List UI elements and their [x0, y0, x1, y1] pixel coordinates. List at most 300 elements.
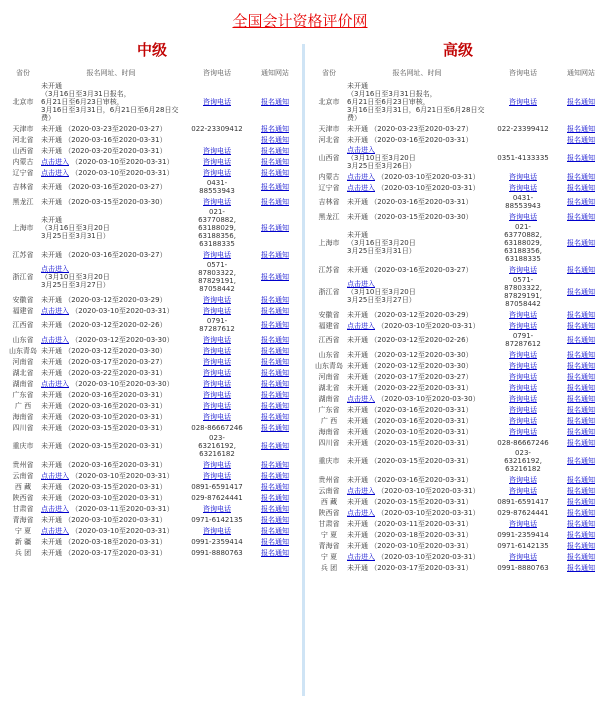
table-row: [312, 81, 600, 123]
table-row: [6, 134, 298, 145]
notice-link[interactable]: 报名通知: [567, 154, 595, 162]
notice-link[interactable]: 报名通知: [261, 412, 289, 421]
table-row: [312, 360, 600, 371]
registration-info-cell: [40, 167, 182, 178]
phone-cell: [488, 134, 558, 145]
notice-link[interactable]: 报名通知: [567, 530, 595, 539]
phone-link[interactable]: 咨询电话: [203, 504, 231, 513]
notice-link[interactable]: 报名通知: [261, 460, 289, 469]
phone-link[interactable]: 咨询电话: [509, 212, 537, 221]
notice-link[interactable]: 报名通知: [567, 124, 595, 133]
phone-number: 0991-8880763: [191, 548, 243, 557]
enter-link[interactable]: 点击进入: [347, 552, 375, 561]
phone-cell: [488, 320, 558, 331]
notice-cell: [252, 525, 298, 536]
province-cell: 浙江省: [12, 273, 34, 281]
table-row: [6, 536, 298, 547]
enter-link[interactable]: 点击进入: [347, 172, 375, 181]
registration-info-cell: [346, 371, 488, 382]
header-province: 省份: [16, 69, 30, 77]
notice-cell: [252, 378, 298, 389]
notice-cell: [558, 382, 600, 393]
header-url-time: 报名网址、时间: [86, 69, 136, 77]
notice-cell: [558, 211, 600, 222]
registration-info-cell: [346, 123, 488, 134]
phone-link[interactable]: 咨询电话: [203, 346, 231, 355]
enter-link[interactable]: 点击进入: [347, 183, 375, 192]
enter-link[interactable]: 点击进入: [347, 508, 375, 517]
registration-period: 未开通 （2020-03-12至2020-02-26）: [347, 336, 473, 344]
notice-link[interactable]: 报名通知: [261, 537, 289, 546]
phone-cell: [488, 382, 558, 393]
phone-cell: [488, 426, 558, 437]
notice-cell: [558, 349, 600, 360]
registration-info-cell: [40, 207, 182, 249]
phone-cell: [182, 400, 252, 411]
enter-link[interactable]: 点击进入: [41, 471, 69, 480]
table-row: [6, 400, 298, 411]
province-cell: 辽宁省: [318, 183, 340, 192]
phone-number: 021- 63770882, 63188029, 63188356, 63188335: [198, 208, 236, 248]
province-cell: 上海市: [318, 239, 340, 247]
phone-link[interactable]: 咨询电话: [509, 394, 537, 403]
phone-number: 028-86667246: [191, 423, 243, 432]
phone-cell: [182, 459, 252, 470]
phone-link[interactable]: 咨询电话: [509, 383, 537, 392]
table-row: [6, 334, 298, 345]
notice-cell: [252, 145, 298, 156]
phone-number: 0891-6591417: [191, 482, 243, 491]
registration-info-cell: [40, 400, 182, 411]
registration-period: 未开通 （2020-03-16至2020-03-31）: [347, 416, 473, 425]
notice-cell: [252, 123, 298, 134]
notice-link[interactable]: 报名通知: [261, 295, 289, 304]
registration-info-cell: [346, 331, 488, 349]
phone-link[interactable]: 咨询电话: [203, 98, 231, 106]
phone-link[interactable]: 咨询电话: [509, 350, 537, 359]
table-row: [312, 540, 600, 551]
phone-link[interactable]: 咨询电话: [203, 168, 231, 177]
province-cell: 云南省: [318, 486, 340, 495]
phone-link[interactable]: 咨询电话: [203, 295, 231, 304]
registration-period: 未开通 （2020-03-16至2020-03-31）: [347, 198, 473, 206]
phone-link[interactable]: 咨询电话: [203, 250, 231, 259]
phone-link[interactable]: 咨询电话: [509, 98, 537, 106]
notice-link[interactable]: 报名通知: [567, 98, 595, 106]
phone-cell: [182, 178, 252, 196]
notice-link[interactable]: 报名通知: [567, 497, 595, 506]
enter-link[interactable]: 点击进入: [41, 379, 69, 388]
phone-cell: [488, 171, 558, 182]
phone-cell: [488, 349, 558, 360]
notice-link[interactable]: 报名通知: [567, 310, 595, 319]
notice-cell: [558, 134, 600, 145]
notice-link[interactable]: 报名通知: [261, 357, 289, 366]
notice-link[interactable]: 报名通知: [567, 350, 595, 359]
notice-cell: [558, 518, 600, 529]
province-cell: 广 西: [14, 401, 32, 410]
province-cell: 天津市: [12, 124, 34, 133]
province-cell: 吉林省: [318, 198, 340, 206]
notice-link[interactable]: 报名通知: [567, 336, 595, 344]
notice-link[interactable]: 报名通知: [261, 273, 289, 281]
registration-info-cell: [40, 356, 182, 367]
notice-link[interactable]: 报名通知: [567, 239, 595, 247]
registration-period: 未开通 （2020-03-18至2020-03-31）: [41, 537, 167, 546]
table-row: [6, 356, 298, 367]
table-row: [6, 316, 298, 334]
province-cell: 山西省: [12, 146, 34, 155]
notice-link[interactable]: 报名通知: [261, 346, 289, 355]
phone-link[interactable]: 咨询电话: [509, 486, 537, 495]
notice-link[interactable]: 报名通知: [261, 157, 289, 166]
notice-link[interactable]: 报名通知: [567, 135, 595, 144]
table-row: [312, 145, 600, 171]
phone-link[interactable]: 咨询电话: [509, 310, 537, 319]
notice-link[interactable]: 报名通知: [261, 250, 289, 259]
notice-cell: [252, 178, 298, 196]
registration-period: （2020-03-12至2020-03-30）: [69, 335, 174, 344]
phone-link[interactable]: 咨询电话: [203, 197, 231, 206]
site-title-link[interactable]: 全国会计资格评价网: [232, 12, 368, 30]
table-row: [312, 331, 600, 349]
table-row: [312, 437, 600, 448]
notice-cell: [558, 275, 600, 309]
phone-link[interactable]: 咨询电话: [203, 146, 231, 155]
phone-link[interactable]: 咨询电话: [509, 321, 537, 330]
notice-cell: [252, 156, 298, 167]
notice-cell: [558, 123, 600, 134]
phone-link[interactable]: 咨询电话: [509, 519, 537, 528]
table-row: [6, 411, 298, 422]
phone-cell: [488, 529, 558, 540]
registration-period: 未开通 （3月16日至3月20日 3月25日至3月31日）: [41, 216, 110, 240]
province-cell: 湖北省: [318, 383, 340, 392]
gaoji-header-row: [312, 65, 600, 81]
registration-period: 未开通 （2020-03-12至2020-02-26）: [41, 321, 167, 329]
phone-cell: [488, 123, 558, 134]
registration-info-cell: [40, 305, 182, 316]
table-row: [312, 182, 600, 193]
province-cell: 辽宁省: [12, 168, 34, 177]
phone-link[interactable]: 咨询电话: [203, 357, 231, 366]
notice-link[interactable]: 报名通知: [567, 519, 595, 528]
registration-period: 未开通 （2020-03-18至2020-03-31）: [347, 530, 473, 539]
phone-cell: [182, 378, 252, 389]
notice-link[interactable]: 报名通知: [567, 475, 595, 484]
phone-number: 029-87624441: [497, 508, 549, 517]
province-cell: 上海市: [12, 224, 34, 232]
phone-link[interactable]: 咨询电话: [203, 460, 231, 469]
notice-cell: [558, 222, 600, 264]
phone-cell: [488, 393, 558, 404]
notice-link[interactable]: 报名通知: [261, 335, 289, 344]
province-cell: 山东青岛: [315, 361, 343, 370]
enter-link[interactable]: 点击进入: [41, 265, 69, 273]
notice-cell: [252, 207, 298, 249]
phone-link[interactable]: 咨询电话: [203, 379, 231, 388]
registration-info-cell: [346, 211, 488, 222]
phone-number: 022-23399412: [497, 124, 549, 133]
phone-link[interactable]: 咨询电话: [203, 471, 231, 480]
notice-cell: [558, 264, 600, 275]
province-cell: 天津市: [318, 124, 340, 133]
phone-link[interactable]: 咨询电话: [203, 335, 231, 344]
registration-period: （3月10日至3月20日 3月25日至3月26日）: [347, 154, 416, 170]
enter-link[interactable]: 点击进入: [347, 394, 375, 403]
registration-info-cell: [346, 275, 488, 309]
table-row: [312, 518, 600, 529]
province-cell: 四川省: [318, 438, 340, 447]
registration-period: 未开通 （2020-03-16至2020-03-31）: [41, 401, 167, 410]
phone-link[interactable]: 咨询电话: [509, 372, 537, 381]
notice-link[interactable]: 报名通知: [567, 508, 595, 517]
registration-info-cell: [346, 171, 488, 182]
enter-link[interactable]: 点击进入: [41, 526, 69, 535]
registration-period: 未开通 （2020-03-12至2020-03-30）: [347, 350, 473, 359]
notice-link[interactable]: 报名通知: [567, 457, 595, 465]
registration-info-cell: [346, 349, 488, 360]
notice-link[interactable]: 报名通知: [261, 368, 289, 377]
notice-link[interactable]: 报名通知: [261, 442, 289, 450]
enter-link[interactable]: 点击进入: [41, 335, 69, 344]
province-cell: 青海省: [318, 541, 340, 550]
phone-link[interactable]: 咨询电话: [509, 265, 537, 274]
registration-info-cell: [346, 360, 488, 371]
notice-link[interactable]: 报名通知: [261, 548, 289, 557]
registration-period: （3月10日至3月20日 3月25日至3月27日）: [41, 273, 110, 289]
notice-link[interactable]: 报名通知: [567, 438, 595, 447]
enter-link[interactable]: 点击进入: [347, 321, 375, 330]
notice-cell: [558, 540, 600, 551]
notice-link[interactable]: 报名通知: [261, 135, 289, 144]
notice-cell: [558, 474, 600, 485]
phone-link[interactable]: 咨询电话: [509, 405, 537, 414]
notice-link[interactable]: 报名通知: [261, 493, 289, 502]
phone-cell: [182, 503, 252, 514]
phone-cell: [182, 167, 252, 178]
province-cell: 湖南省: [318, 394, 340, 403]
registration-info-cell: [40, 536, 182, 547]
enter-link[interactable]: 点击进入: [347, 280, 375, 288]
phone-link[interactable]: 咨询电话: [509, 183, 537, 192]
province-cell: 黑龙江: [318, 212, 340, 221]
header-phone: 咨询电话: [509, 69, 537, 77]
notice-cell: [558, 145, 600, 171]
registration-period: 未开通 （2020-03-15至2020-03-31）: [41, 482, 167, 491]
province-cell: 内蒙古: [12, 157, 34, 166]
zhongji-rows: [6, 81, 298, 558]
notice-link[interactable]: 报名通知: [567, 288, 595, 296]
enter-link[interactable]: 点击进入: [347, 146, 375, 154]
notice-link[interactable]: 报名通知: [261, 504, 289, 513]
registration-info-cell: [346, 562, 488, 573]
province-cell: 宁 夏: [320, 530, 338, 539]
phone-link[interactable]: 咨询电话: [203, 306, 231, 315]
registration-info-cell: [40, 196, 182, 207]
phone-link[interactable]: 咨询电话: [203, 157, 231, 166]
phone-link[interactable]: 咨询电话: [509, 172, 537, 181]
notice-link[interactable]: 报名通知: [261, 146, 289, 155]
notice-link[interactable]: 报名通知: [261, 515, 289, 524]
enter-link[interactable]: 点击进入: [41, 157, 69, 166]
notice-link[interactable]: 报名通知: [261, 224, 289, 232]
phone-link[interactable]: 咨询电话: [509, 427, 537, 436]
notice-link[interactable]: 报名通知: [567, 372, 595, 381]
enter-link[interactable]: 点击进入: [41, 168, 69, 177]
registration-period: （2020-03-10至2020-03-31）: [375, 183, 480, 192]
phone-link[interactable]: 咨询电话: [509, 361, 537, 370]
registration-period: 未开通 （2020-03-10至2020-03-31）: [41, 412, 167, 421]
notice-cell: [558, 182, 600, 193]
registration-info-cell: [40, 81, 182, 123]
registration-info-cell: [346, 382, 488, 393]
phone-number: 022-23309412: [191, 124, 243, 133]
enter-link[interactable]: 点击进入: [41, 306, 69, 315]
notice-link[interactable]: 报名通知: [261, 98, 289, 106]
province-cell: 内蒙古: [318, 172, 340, 181]
phone-cell: [488, 437, 558, 448]
notice-cell: [558, 485, 600, 496]
registration-info-cell: [40, 367, 182, 378]
notice-link[interactable]: 报名通知: [567, 416, 595, 425]
notice-link[interactable]: 报名通知: [567, 172, 595, 181]
notice-link[interactable]: 报名通知: [567, 405, 595, 414]
notice-cell: [252, 411, 298, 422]
registration-period: 未开通 （2020-03-15至2020-03-31）: [41, 442, 167, 450]
notice-link[interactable]: 报名通知: [261, 124, 289, 133]
registration-info-cell: [40, 145, 182, 156]
notice-cell: [558, 393, 600, 404]
notice-link[interactable]: 报名通知: [567, 541, 595, 550]
notice-link[interactable]: 报名通知: [567, 427, 595, 436]
phone-cell: [488, 222, 558, 264]
table-row: [6, 470, 298, 481]
registration-info-cell: [346, 415, 488, 426]
notice-link[interactable]: 报名通知: [261, 526, 289, 535]
notice-link[interactable]: 报名通知: [567, 552, 595, 561]
notice-link[interactable]: 报名通知: [261, 401, 289, 410]
notice-link[interactable]: 报名通知: [261, 197, 289, 206]
table-row: [312, 529, 600, 540]
registration-period: （2020-03-10至2020-03-31）: [375, 321, 480, 330]
registration-period: （2020-03-10至2020-03-31）: [69, 526, 174, 535]
phone-link[interactable]: 咨询电话: [203, 368, 231, 377]
header-province: 省份: [322, 69, 336, 77]
notice-link[interactable]: 报名通知: [567, 394, 595, 403]
notice-cell: [252, 422, 298, 433]
notice-link[interactable]: 报名通知: [261, 183, 289, 191]
province-cell: 四川省: [12, 423, 34, 432]
notice-link[interactable]: 报名通知: [261, 379, 289, 388]
table-row: [6, 525, 298, 536]
phone-link[interactable]: 咨询电话: [203, 526, 231, 535]
table-row: [312, 222, 600, 264]
phone-cell: [488, 275, 558, 309]
phone-cell: [488, 182, 558, 193]
table-row: [312, 562, 600, 573]
phone-link[interactable]: 咨询电话: [509, 475, 537, 484]
notice-cell: [558, 437, 600, 448]
phone-number: 0791- 87287612: [505, 332, 541, 348]
notice-link[interactable]: 报名通知: [261, 390, 289, 399]
province-cell: 贵州省: [318, 475, 340, 484]
registration-period: （2020-03-11至2020-03-31）: [69, 504, 174, 513]
table-row: [312, 171, 600, 182]
notice-link[interactable]: 报名通知: [567, 383, 595, 392]
phone-cell: [182, 345, 252, 356]
notice-link[interactable]: 报名通知: [261, 306, 289, 315]
province-cell: 湖北省: [12, 368, 34, 377]
phone-number: 028-86667246: [497, 438, 549, 447]
registration-period: 未开通 （2020-03-12至2020-03-29）: [41, 295, 167, 304]
notice-cell: [558, 404, 600, 415]
registration-info-cell: [346, 426, 488, 437]
notice-cell: [252, 536, 298, 547]
notice-link[interactable]: 报名通知: [261, 482, 289, 491]
registration-info-cell: [346, 393, 488, 404]
notice-cell: [558, 562, 600, 573]
notice-cell: [558, 496, 600, 507]
notice-link[interactable]: 报名通知: [567, 361, 595, 370]
phone-cell: [182, 81, 252, 123]
table-row: [6, 367, 298, 378]
enter-link[interactable]: 点击进入: [347, 486, 375, 495]
registration-period: 未开通 （2020-03-17至2020-03-31）: [347, 563, 473, 572]
notice-link[interactable]: 报名通知: [567, 563, 595, 572]
table-row: [6, 378, 298, 389]
notice-link[interactable]: 报名通知: [567, 183, 595, 192]
province-cell: 江西省: [12, 321, 34, 329]
notice-link[interactable]: 报名通知: [567, 212, 595, 221]
notice-cell: [252, 389, 298, 400]
phone-link[interactable]: 咨询电话: [203, 401, 231, 410]
table-row: [312, 474, 600, 485]
phone-cell: [488, 81, 558, 123]
registration-period: 未开通 （2020-03-15至2020-03-30）: [41, 197, 167, 206]
province-cell: 河北省: [12, 135, 34, 144]
phone-link[interactable]: 咨询电话: [203, 390, 231, 399]
phone-number: 0571- 87803322, 87829191, 87058442: [198, 261, 236, 293]
notice-link[interactable]: 报名通知: [261, 471, 289, 480]
notice-link[interactable]: 报名通知: [261, 423, 289, 432]
phone-cell: [182, 470, 252, 481]
table-row: [312, 123, 600, 134]
notice-link[interactable]: 报名通知: [567, 198, 595, 206]
notice-link[interactable]: 报名通知: [261, 168, 289, 177]
notice-link[interactable]: 报名通知: [261, 321, 289, 329]
notice-cell: [558, 551, 600, 562]
notice-link[interactable]: 报名通知: [567, 486, 595, 495]
phone-link[interactable]: 咨询电话: [509, 552, 537, 561]
notice-link[interactable]: 报名通知: [567, 265, 595, 274]
table-row: [6, 503, 298, 514]
phone-cell: [488, 264, 558, 275]
phone-link[interactable]: 咨询电话: [509, 416, 537, 425]
notice-link[interactable]: 报名通知: [567, 321, 595, 330]
table-row: [312, 320, 600, 331]
table-row: [6, 514, 298, 525]
registration-period: 未开通 （2020-03-10至2020-03-31）: [41, 515, 167, 524]
registration-info-cell: [40, 260, 182, 294]
province-cell: 宁 夏: [320, 552, 338, 561]
province-cell: 安徽省: [318, 310, 340, 319]
registration-info-cell: [346, 182, 488, 193]
enter-link[interactable]: 点击进入: [41, 504, 69, 513]
header-notice: 通知网站: [261, 69, 289, 77]
province-cell: 山西省: [318, 154, 340, 162]
phone-link[interactable]: 咨询电话: [203, 412, 231, 421]
